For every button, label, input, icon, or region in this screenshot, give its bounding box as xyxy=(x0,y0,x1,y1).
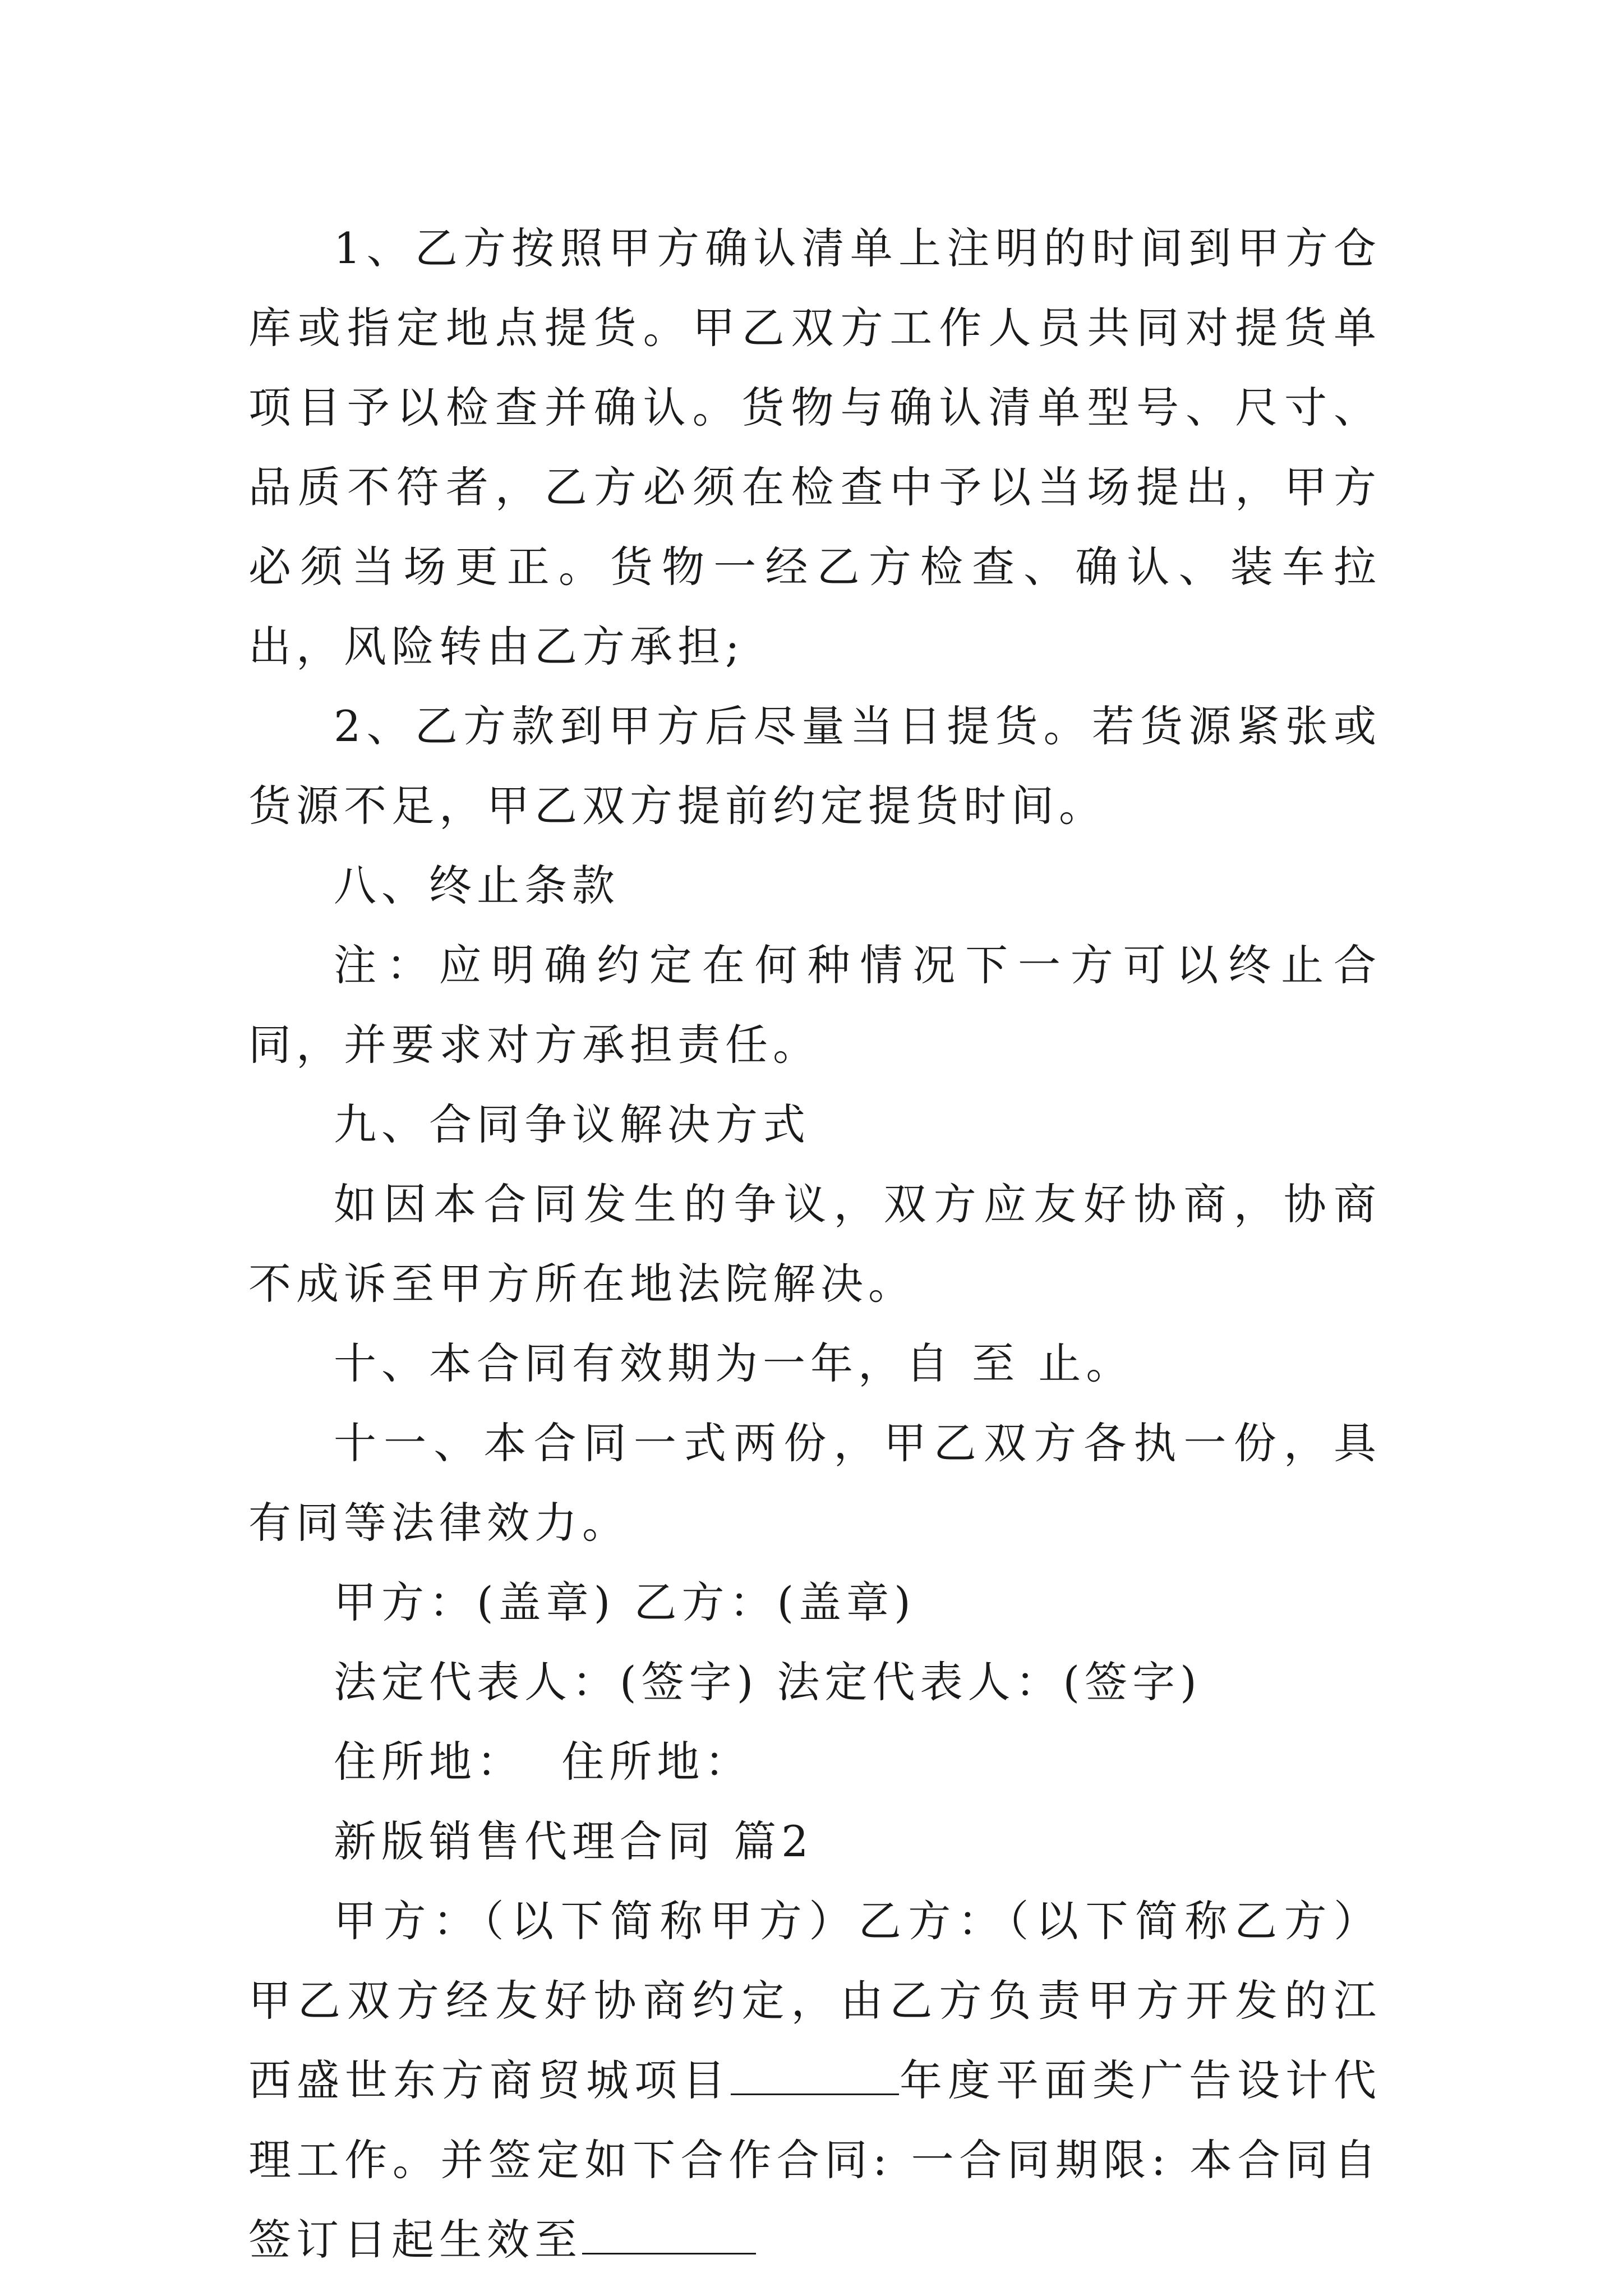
paragraph-dispute-resolution: 如因本合同发生的争议，双方应友好协商，协商不成诉至甲方所在地法院解决。 xyxy=(248,1179,1381,1309)
paragraph-validity-period: 十、本合同有效期为一年，自 至 止。 xyxy=(334,1338,1134,1388)
document-page xyxy=(248,209,1381,2280)
paragraph-termination-note: 注：应明确约定在何种情况下一方可以终止合同，并要求对方承担责任。 xyxy=(248,940,1381,1070)
paragraph-contract-intro xyxy=(248,1881,1381,2280)
paragraph-copies: 十一、本合同一式两份，甲乙双方各执一份，具有同等法律效力。 xyxy=(248,1418,1381,1548)
contract-intro-text-2: 年度平面类广告设计代理工作。并签定如下合作合同: 一合同期限: 本合同自签订日起生效至 xyxy=(248,2055,1381,2265)
signature-representative-line: 法定代表人：(签字) 法定代表人：(签字) xyxy=(334,1657,1202,1707)
section-heading-termination: 八、终止条款 xyxy=(334,861,620,910)
signature-seal-line: 甲方：(盖章) 乙方：(盖章) xyxy=(334,1577,916,1627)
paragraph-pickup-procedure: 1、乙方按照甲方确认清单上注明的时间到甲方仓库或指定地点提货。甲乙双方工作人员共同对提货单项目予以检查并确认。货物与确认清单型号、尺寸、品质不符者，乙方必须在检查中予以当场提出，甲方必须当场更正。货物一经乙方检查、确认、装车拉出，风险转由乙方承担; xyxy=(248,223,1381,671)
paragraph-pickup-timing: 2、乙方款到甲方后尽量当日提货。若货源紧张或货源不足，甲乙双方提前约定提货时间。 xyxy=(248,701,1381,831)
fill-blank-year xyxy=(731,2060,899,2095)
contract-intro-text-1: 甲方：（以下简称甲方）乙方：（以下简称乙方）甲乙双方经友好协商约定，由乙方负责甲方开发的江西盛世东方商贸城项目 xyxy=(248,1896,1381,2105)
contract-title-part2: 新版销售代理合同 篇2 xyxy=(334,1816,814,1866)
signature-address-line: 住所地： 住所地： xyxy=(334,1737,753,1787)
section-heading-dispute: 九、合同争议解决方式 xyxy=(334,1099,810,1149)
fill-blank-end-date xyxy=(582,2219,756,2254)
